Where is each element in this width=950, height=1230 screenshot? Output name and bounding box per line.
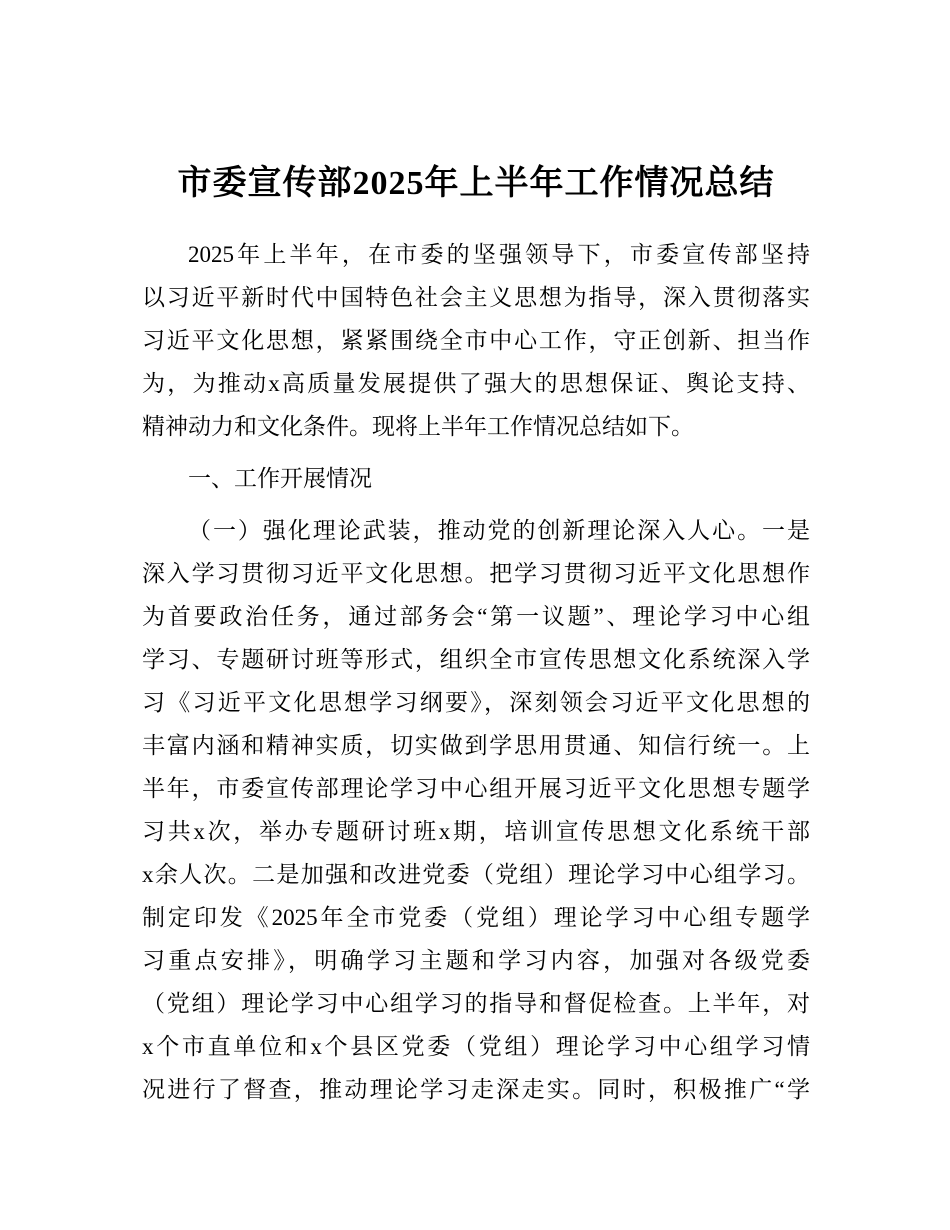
text-line: x个市直单位和x个县区党委（党组）理论学习中心组学习情: [142, 1034, 810, 1059]
text-line: x余人次。二是加强和改进党委（党组）理论学习中心组学习。: [142, 862, 810, 887]
document-title: 市委宣传部2025年上半年工作情况总结: [177, 165, 775, 202]
text-line: 为，为推动x高质量发展提供了强大的思想保证、舆论支持、: [142, 371, 810, 396]
text-line: 精神动力和文化条件。现将上半年工作情况总结如下。: [142, 414, 694, 439]
section-heading-1: [142, 457, 810, 500]
text-line: 习重点安排》，明确学习主题和学习内容，加强对各级党委: [142, 948, 810, 973]
text-line: 习共x次，举办专题研讨班x期，培训宣传思想文化系统干部: [142, 819, 810, 844]
intro-paragraph: [142, 233, 810, 448]
text-line: 习《习近平文化思想学习纲要》，深刻领会习近平文化思想的: [142, 690, 810, 715]
text-line: （一）强化理论武装，推动党的创新理论深入人心。一是: [188, 518, 810, 543]
text-line: 半年，市委宣传部理论学习中心组开展习近平文化思想专题学: [142, 776, 810, 801]
document-content: [142, 0, 810, 1120]
text-line: （党组）理论学习中心组学习的指导和督促检查。上半年，对: [142, 991, 810, 1016]
text-line: 丰富内涵和精神实质，切实做到学思用贯通、知信行统一。上: [142, 733, 810, 758]
text-line: 2025年上半年，在市委的坚强领导下，市委宣传部坚持: [188, 242, 810, 267]
document-body: [142, 233, 810, 1111]
text-line: 深入学习贯彻习近平文化思想。把学习贯彻习近平文化思想作: [142, 561, 810, 586]
text-line: 习近平文化思想，紧紧围绕全市中心工作，守正创新、担当作: [142, 328, 810, 353]
text-line: 制定印发《2025年全市党委（党组）理论学习中心组专题学: [142, 905, 810, 930]
text-line: 况进行了督查，推动理论学习走深走实。同时，积极推广“学: [142, 1077, 810, 1102]
text-line: 学习、专题研讨班等形式，组织全市宣传思想文化系统深入学: [142, 647, 810, 672]
section-1-paragraph-1: [142, 509, 810, 1111]
text-line: 一、工作开展情况: [188, 466, 372, 491]
text-line: 为首要政治任务，通过部务会“第一议题”、理论学习中心组: [142, 604, 810, 629]
text-line: 以习近平新时代中国特色社会主义思想为指导，深入贯彻落实: [142, 285, 810, 310]
